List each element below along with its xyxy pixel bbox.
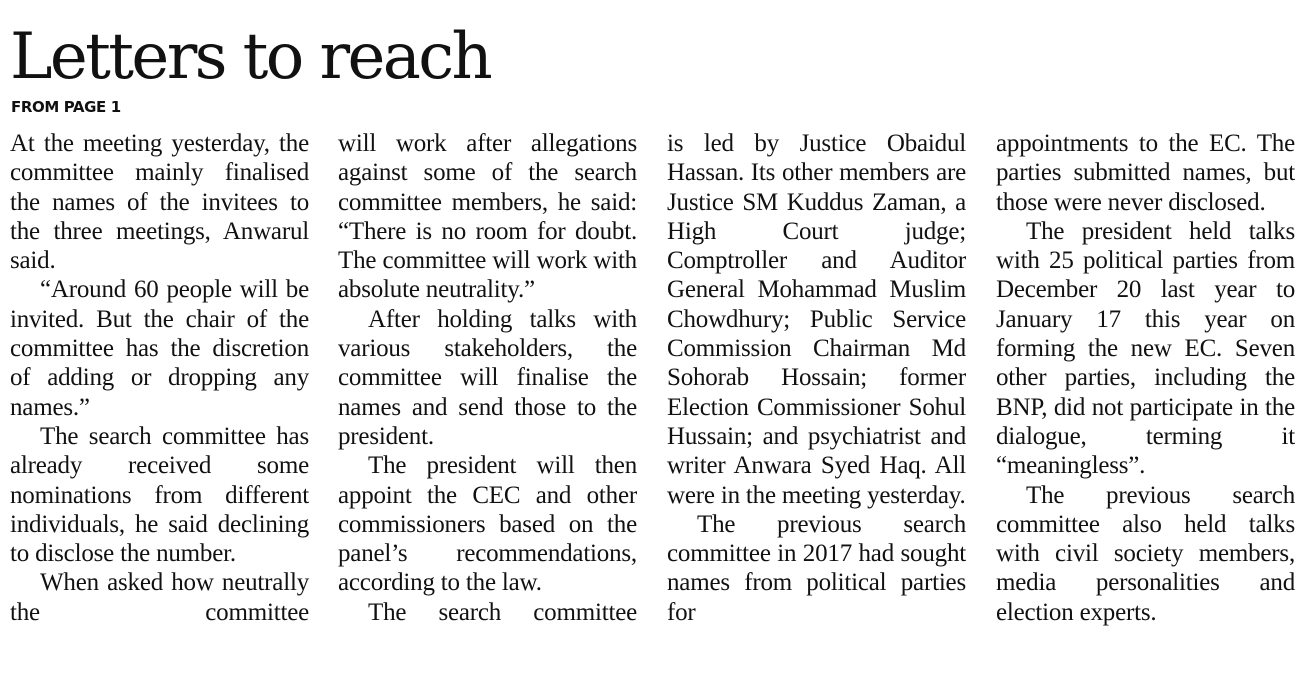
text-column-4: [996, 129, 1295, 627]
paragraph: appointments to the EC. The parties submitted names, but those were never disclosed.: [996, 130, 1295, 216]
paragraph: The president held talks with 25 political parties from December 20 last year to January 17 this year on forming the new EC. Seven other parties, including the BNP, did not participate in the dialogue, terming it “meaningless”.: [996, 217, 1295, 480]
paragraph: At the meeting yesterday, the committee mainly finalised the names of the invitees to the three meetings, Anwarul said.: [10, 130, 309, 275]
paragraph: After holding talks with various stakeholders, the committee will finalise the names and send those to the president.: [338, 305, 637, 450]
paragraph: The previous search committee in 2017 had sought names from political parties for: [667, 510, 966, 626]
paragraph: The search committee has already received some nominations from different individuals, he said declining to disclose the number.: [10, 422, 309, 568]
paragraph: The search committee: [368, 598, 637, 626]
text-column-3: [667, 129, 966, 627]
text-column-2: [338, 129, 637, 627]
headline: Letters to reach: [10, 20, 491, 94]
paragraph: The previous search committee also held talks with civil society members, media personalities and election experts.: [996, 481, 1295, 626]
paragraph: is led by Justice Obaidul Hassan. Its other members are Justice SM Kuddus Zaman, a High Court judge; Comptroller and Auditor General Mohammad Muslim Chowdhury; Public Service Commission Chairman Md Sohorab Hossain; former Election Commissioner Sohul Hussain; and psychiatrist and writer Anwara Syed Haq. All were in the meeting yesterday.: [667, 130, 966, 509]
text-column-1: [10, 129, 309, 627]
paragraph: When asked how neutrally the committee: [10, 569, 309, 626]
jump-line: FROM PAGE 1: [11, 98, 121, 116]
paragraph: The president will then appoint the CEC and other commissioners based on the panel’s recommendations, according to the law.: [338, 452, 637, 597]
paragraph: will work after allegations against some of the search committee members, he said: “There is no room for doubt. The committee will work with absolute neutrality.”: [338, 130, 637, 304]
article-body: [10, 129, 1296, 674]
paragraph: “Around 60 people will be invited. But the chair of the committee has the discretion of adding or dropping any names.”: [10, 276, 309, 421]
